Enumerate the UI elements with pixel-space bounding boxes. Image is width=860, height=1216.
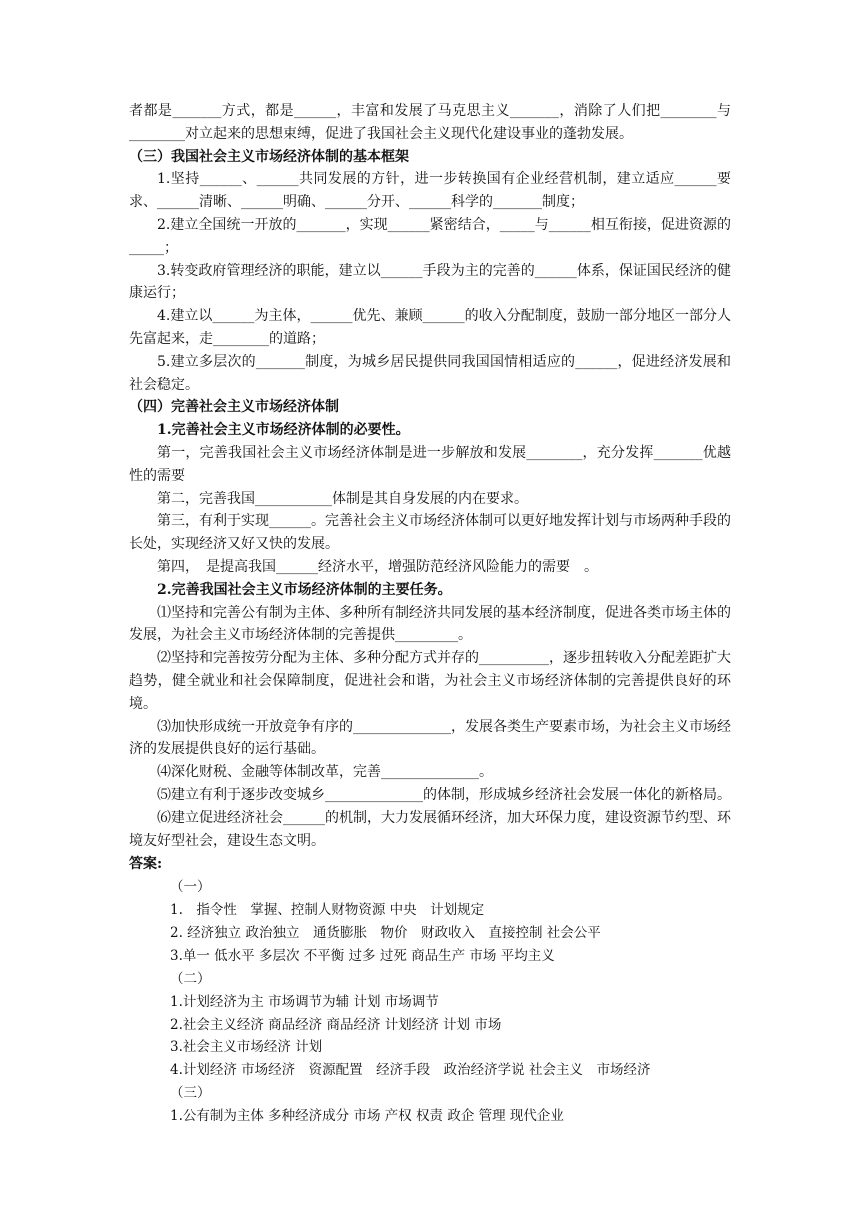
answers-section xyxy=(129,876,731,1128)
list-item: ⑶加快形成统一开放竞争有序的______________，发展各类生产要素市场，为社会主义市场经济的发展提供良好的运行基础。 xyxy=(129,718,731,758)
section-heading: （四）完善社会主义市场经济体制 xyxy=(129,399,339,416)
answer-line: 2. 经济独立 政治独立 通货膨胀 物价 财政收入 直接控制 社会公平 xyxy=(170,924,601,941)
answer-line: 4.计划经济 市场经济 资源配置 经济手段 政治经济学说 社会主义 市场经济 xyxy=(170,1062,651,1079)
answer-line: （二） xyxy=(170,970,211,987)
list-item: 3.转变政府管理经济的职能，建立以______手段为主的完善的______体系，保证国民经济的健康运行； xyxy=(129,262,731,302)
list-item: ⑵坚持和完善按劳分配为主体、多种分配方式并存的__________，逐步扭转收入分配差距扩大趋势，健全就业和社会保障制度，促进社会和谐，为社会主义市场经济体制的完善提供良好的环境。 xyxy=(129,650,731,712)
answer-line: 3.单一 低水平 多层次 不平衡 过多 过死 商品生产 市场 平均主义 xyxy=(170,947,555,964)
list-item: 第二，完善我国___________体制是其自身发展的内在要求。 xyxy=(157,490,528,507)
list-item: ⑹建立促进经济社会______的机制，大力发展循环经济，加大环保力度，建设资源节约型、环境友好型社会，建设生态文明。 xyxy=(129,809,731,849)
paragraph-continuation: 者都是_______方式，都是______，丰富和发展了马克思主义_______，消除了人们把________与________对立起来的思想束缚，促进了我国社会主义现代化建设事业的蓬勃发展。 xyxy=(129,103,731,142)
answer-line: （三） xyxy=(170,1085,211,1102)
answer-line: 2.社会主义经济 商品经济 商品经济 计划经济 计划 市场 xyxy=(170,1016,502,1033)
list-item: 第三，有利于实现______。完善社会主义市场经济体制可以更好地发挥计划与市场两种手段的长处，实现经济又好又快的发展。 xyxy=(129,513,731,553)
document-body xyxy=(129,100,731,852)
list-item: 2.建立全国统一开放的_______，实现______紧密结合，_____与______相互衔接，促进资源的_____； xyxy=(129,216,731,256)
answer-line: 1. 指令性 掌握、控制人财物资源 中央 计划规定 xyxy=(170,902,485,918)
list-item: 4.建立以______为主体，______优先、兼顾______的收入分配制度，鼓励一部分地区一部分人先富起来，走________的道路； xyxy=(129,308,731,347)
subsection-heading: 1.完善社会主义市场经济体制的必要性。 xyxy=(157,422,410,439)
list-item: 第一，完善我国社会主义市场经济体制是进一步解放和发展________，充分发挥_______优越性的需要 xyxy=(129,444,731,484)
list-item: 1.坚持______、______共同发展的方针，进一步转换国有企业经营机制，建立适应______要求、______清晰、______明确、______分开、______科学的_______制度； xyxy=(129,171,731,211)
document-page xyxy=(129,100,731,1128)
section-heading: （三）我国社会主义市场经济体制的基本框架 xyxy=(129,148,409,165)
list-item: 第四， 是提高我国______经济水平，增强防范经济风险能力的需要 。 xyxy=(157,558,598,575)
list-item: ⑷深化财税、金融等体制改革，完善______________。 xyxy=(157,764,493,781)
answer-line: 1.公有制为主体 多种经济成分 市场 产权 权责 政企 管理 现代企业 xyxy=(170,1108,564,1125)
answer-line: 1.计划经济为主 市场调节为辅 计划 市场调节 xyxy=(170,993,439,1010)
answers-heading: 答案: xyxy=(129,856,163,873)
list-item: ⑴坚持和完善公有制为主体、多种所有制经济共同发展的基本经济制度，促进各类市场主体的发展，为社会主义市场经济体制的完善提供_________。 xyxy=(129,604,731,644)
list-item: 5.建立多层次的_______制度，为城乡居民提供同我国国情相适应的______，促进经济发展和社会稳定。 xyxy=(129,353,731,393)
list-item: ⑸建立有利于逐步改变城乡______________的体制，形成城乡经济社会发展一体化的新格局。 xyxy=(157,786,731,803)
answer-line: 3.社会主义市场经济 计划 xyxy=(170,1039,323,1056)
answer-line: （一） xyxy=(170,879,211,896)
subsection-heading: 2.完善我国社会主义市场经济体制的主要任务。 xyxy=(157,581,452,598)
